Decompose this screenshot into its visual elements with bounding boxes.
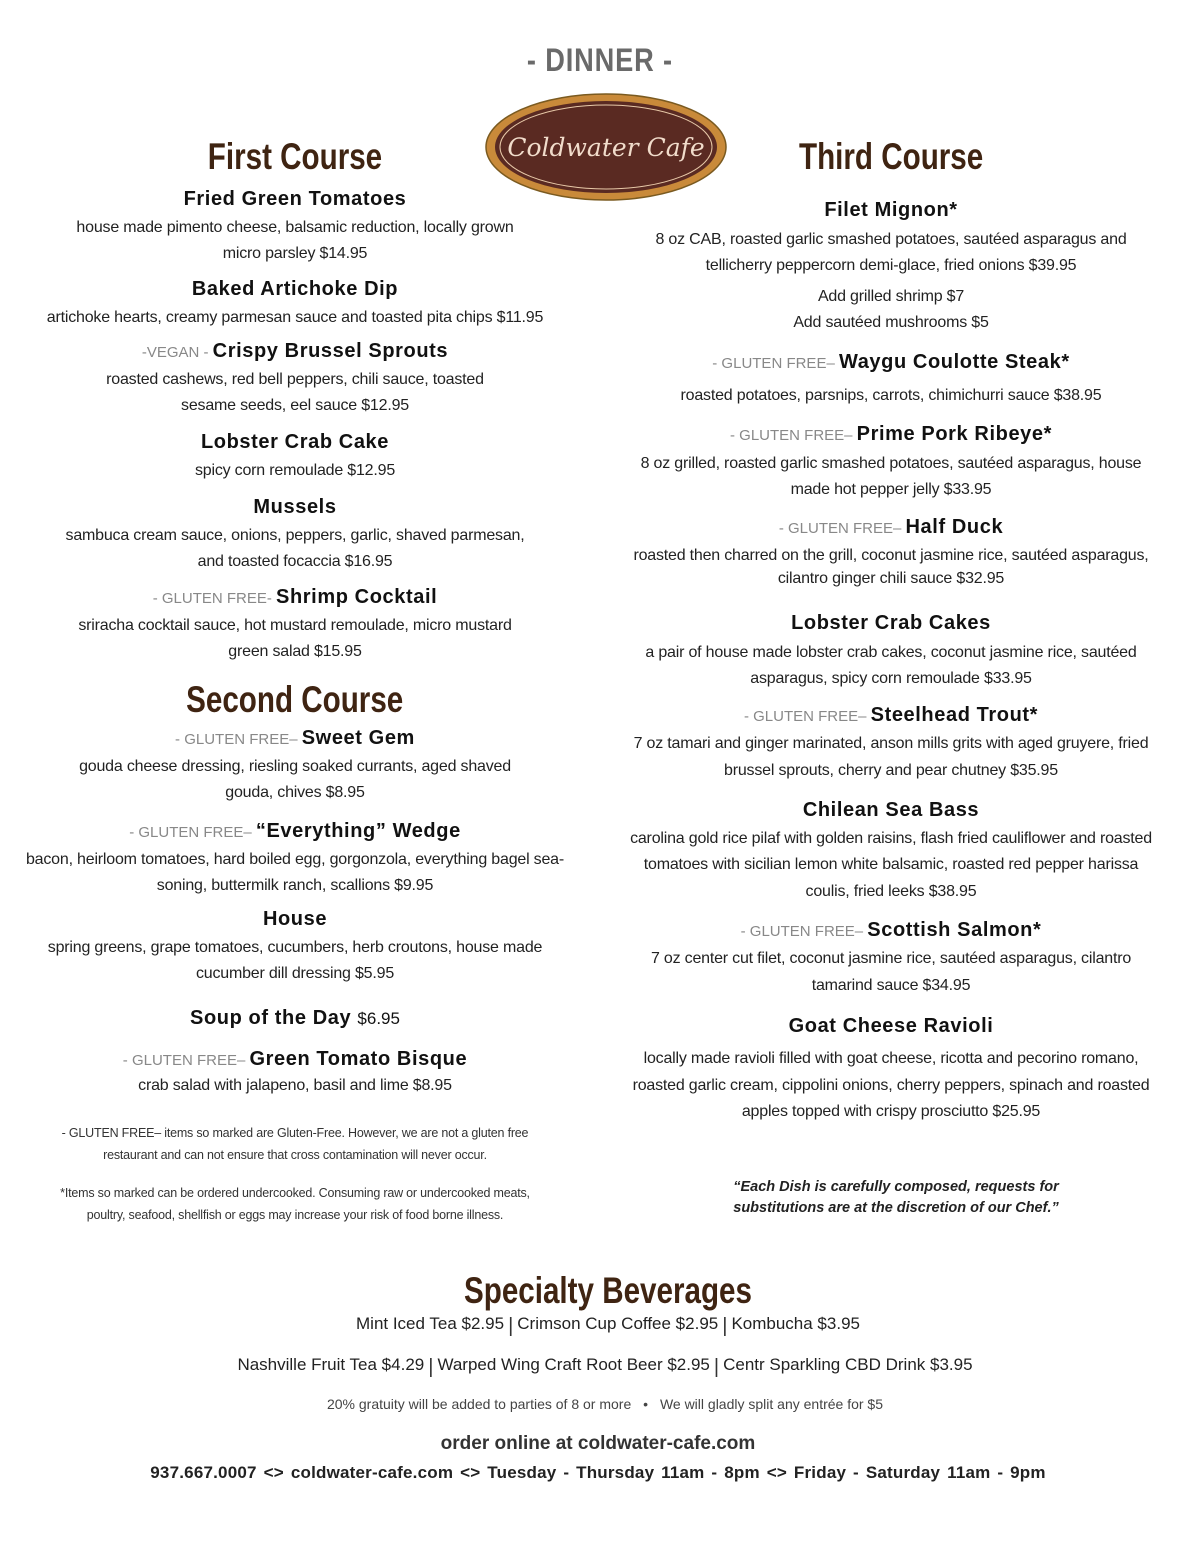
menu-item-name <box>15 338 575 364</box>
item-title: Filet Mignon* <box>824 199 958 221</box>
dietary-prefix: - GLUTEN FREE– <box>175 731 302 748</box>
menu-item-description: a pair of house made lobster crab cakes, coconut jasmine rice, sautéed <box>645 644 1137 661</box>
beverage-item: Centr Sparkling CBD Drink $3.95 <box>723 1355 973 1374</box>
item-price: $6.95 <box>357 1009 400 1028</box>
item-title: Chilean Sea Bass <box>802 799 980 821</box>
menu-item-description: green salad $15.95 <box>228 643 362 660</box>
menu-item-description: roasted garlic cream, cippolini onions, cherry peppers, spinach and roasted <box>632 1077 1150 1094</box>
dietary-prefix: - GLUTEN FREE– <box>740 923 868 940</box>
menu-item-description: apples topped with crispy prosciutto $25.95 <box>741 1103 1041 1120</box>
menu-item-description: sambuca cream sauce, onions, peppers, garlic, shaved parmesan, <box>65 527 525 544</box>
menu-item-name <box>611 702 1171 728</box>
item-title: “Everything” Wedge <box>255 820 461 842</box>
menu-item-description: spring greens, grape tomatoes, cucumbers, herb croutons, house made <box>47 939 543 956</box>
menu-item-description: gouda cheese dressing, riesling soaked currants, aged shaved <box>79 758 511 775</box>
item-title: Lobster Crab Cake <box>200 431 390 453</box>
menu-item-description: gouda, chives $8.95 <box>225 784 365 801</box>
beverage-item: Kombucha $3.95 <box>731 1314 860 1333</box>
split-text: We will gladly split any entrée for $5 <box>659 1396 884 1412</box>
menu-item-name <box>611 349 1171 375</box>
dietary-prefix: - GLUTEN FREE– <box>729 427 857 444</box>
menu-item-description: bacon, heirloom tomatoes, hard boiled egg, gorgonzola, everything bagel sea- <box>25 851 565 868</box>
first-course-heading: First Course <box>207 136 383 177</box>
menu-item-description: cucumber dill dressing $5.95 <box>195 965 395 982</box>
phone[interactable]: 937.667.0007 <box>150 1463 257 1482</box>
menu-item-description: tomatoes with sicilian lemon white balsamic, roasted red pepper harissa <box>643 856 1139 873</box>
chef-quote: “Each Dish is carefully composed, requests for substitutions are at the discretion of our Chef.” <box>733 1179 1059 1216</box>
item-title: Crispy Brussel Sprouts <box>212 340 449 362</box>
menu-item-name <box>15 818 575 844</box>
menu-item-description: soning, buttermilk ranch, scallions $9.95 <box>156 877 434 894</box>
dietary-prefix: - GLUTEN FREE– <box>129 824 256 841</box>
beverage-item: Nashville Fruit Tea $4.29 <box>237 1355 425 1374</box>
hours-weekday: Tuesday - Thursday 11am - 8pm <box>487 1463 760 1482</box>
menu-item-name <box>15 584 575 610</box>
gratuity-line: 20% gratuity will be added to parties of 8 or more • We will gladly split any entrée for $5 <box>326 1396 884 1412</box>
item-title: Half Duck <box>905 516 1004 538</box>
menu-item-name <box>15 276 575 302</box>
beverage-item: Crimson Cup Coffee $2.95 <box>517 1314 719 1333</box>
dietary-prefix: - GLUTEN FREE– <box>743 708 871 725</box>
dietary-prefix: - GLUTEN FREE- <box>152 590 277 607</box>
menu-item-name <box>611 421 1171 447</box>
svg-text:Coldwater Cafe: Coldwater Cafe <box>507 133 705 162</box>
menu-item-description: sesame seeds, eel sauce $12.95 <box>181 397 409 414</box>
item-title: Steelhead Trout* <box>870 704 1039 726</box>
second-course-heading: Second Course <box>186 679 404 720</box>
menu-item-name <box>611 610 1171 636</box>
contact-line <box>0 1463 1196 1483</box>
dietary-prefix: - GLUTEN FREE– <box>122 1052 250 1069</box>
menu-item-description: artichoke hearts, creamy parmesan sauce and toasted pita chips $11.95 <box>46 309 544 326</box>
item-title: Prime Pork Ribeye* <box>856 423 1053 445</box>
item-title: Mussels <box>253 496 337 518</box>
menu-item-description: roasted cashews, red bell peppers, chili sauce, toasted <box>106 371 484 388</box>
separator: <> <box>460 1463 481 1482</box>
menu-item-name <box>611 514 1171 540</box>
menu-item-name <box>15 429 575 455</box>
menu-item-description: sriracha cocktail sauce, hot mustard remoulade, micro mustard <box>78 617 512 634</box>
menu-item-name <box>15 1005 575 1031</box>
item-title: Scottish Salmon* <box>867 919 1042 941</box>
menu-item-description: spicy corn remoulade $12.95 <box>194 462 396 479</box>
menu-item-description: roasted then charred on the grill, coconut jasmine rice, sautéed asparagus, <box>633 547 1149 564</box>
website-link[interactable]: coldwater-cafe.com <box>290 1463 454 1482</box>
beverages-row-2: Nashville Fruit Tea $4.29 | Warped Wing Craft Root Beer $2.95 | Centr Sparkling CBD Drink $3.95 <box>237 1355 973 1378</box>
menu-item-name <box>15 186 575 212</box>
menu-item-description: tamarind sauce $34.95 <box>811 977 971 994</box>
menu-item-description: micro parsley $14.95 <box>222 245 368 262</box>
menu-item-description: roasted potatoes, parsnips, carrots, chimichurri sauce $38.95 <box>680 387 1102 404</box>
beverages-row-1: Mint Iced Tea $2.95 | Crimson Cup Coffee $2.95 | Kombucha $3.95 <box>356 1314 860 1337</box>
menu-item-description: asparagus, spicy corn remoulade $33.95 <box>750 670 1032 687</box>
item-title: Soup of the Day <box>190 1007 352 1029</box>
menu-title: - DINNER - <box>526 42 673 78</box>
dietary-prefix: - GLUTEN FREE– <box>712 355 839 372</box>
third-course-heading: Third Course <box>798 136 984 177</box>
dietary-prefix: - GLUTEN FREE– <box>778 520 906 537</box>
beverages-heading: Specialty Beverages <box>464 1270 752 1311</box>
menu-item-description: 7 oz center cut filet, coconut jasmine rice, sautéed asparagus, cilantro <box>650 950 1132 967</box>
menu-item-name <box>611 797 1171 823</box>
item-title: Waygu Coulotte Steak* <box>838 351 1070 373</box>
menu-item-description: carolina gold rice pilaf with golden raisins, flash fried cauliflower and roasted <box>630 830 1152 847</box>
menu-item-description: 7 oz tamari and ginger marinated, anson mills grits with aged gruyere, fried <box>633 735 1149 752</box>
hours-weekend: Friday - Saturday 11am - 9pm <box>793 1463 1046 1482</box>
menu-item-name <box>611 1013 1171 1039</box>
menu-item-description: 8 oz grilled, roasted garlic smashed potatoes, sautéed asparagus, house <box>640 455 1142 472</box>
menu-item-description: Add sautéed mushrooms $5 <box>793 314 989 331</box>
beverage-item: Warped Wing Craft Root Beer $2.95 <box>437 1355 710 1374</box>
item-title: Sweet Gem <box>301 727 415 749</box>
dietary-prefix: -VEGAN - <box>141 344 213 361</box>
menu-item-description: locally made ravioli filled with goat cheese, ricotta and pecorino romano, <box>643 1050 1139 1067</box>
menu-item-description: cilantro ginger chili sauce $32.95 <box>777 570 1005 587</box>
menu-item-description: house made pimento cheese, balsamic reduction, locally grown <box>76 219 514 236</box>
item-title: Fried Green Tomatoes <box>183 188 407 210</box>
item-title: Goat Cheese Ravioli <box>788 1015 994 1037</box>
item-title: Baked Artichoke Dip <box>191 278 399 300</box>
menu-item-name <box>15 906 575 932</box>
menu-item-description: and toasted focaccia $16.95 <box>197 553 393 570</box>
menu-item-name <box>15 725 575 751</box>
menu-item-description: Add grilled shrimp $7 <box>817 288 965 305</box>
menu-item-name <box>15 1046 575 1072</box>
menu-item-description: brussel sprouts, cherry and pear chutney $35.95 <box>724 762 1058 779</box>
item-title: Lobster Crab Cakes <box>791 612 991 634</box>
menu-item-name <box>611 197 1171 223</box>
item-title: Shrimp Cocktail <box>276 586 438 608</box>
menu-item-name <box>611 917 1171 943</box>
item-title: House <box>262 908 328 930</box>
beverage-item: Mint Iced Tea $2.95 <box>356 1314 505 1333</box>
menu-item-description: crab salad with jalapeno, basil and lime $8.95 <box>138 1077 452 1094</box>
item-title: Green Tomato Bisque <box>249 1048 468 1070</box>
undercooked-note: *Items so marked can be ordered undercooked. Consuming raw or undercooked meats, poultry, seafood, shellfish or eggs may increase your risk of food borne illness. <box>60 1186 530 1222</box>
order-online[interactable]: order online at coldwater-cafe.com <box>440 1433 756 1454</box>
menu-item-description: coulis, fried leeks $38.95 <box>805 883 977 900</box>
menu-item-description: made hot pepper jelly $33.95 <box>790 481 992 498</box>
separator: <> <box>263 1463 284 1482</box>
menu-item-name <box>15 494 575 520</box>
menu-item-description: tellicherry peppercorn demi-glace, fried onions $39.95 <box>705 257 1077 274</box>
menu-item-description: 8 oz CAB, roasted garlic smashed potatoes, sautéed asparagus and <box>655 231 1127 248</box>
separator: <> <box>766 1463 787 1482</box>
gluten-free-note: - GLUTEN FREE– items so marked are Gluten-Free. However, we are not a gluten free restaurant and can not ensure that cross contamination will never occur. <box>61 1126 529 1162</box>
gratuity-text: 20% gratuity will be added to parties of 8 or more <box>326 1396 632 1412</box>
